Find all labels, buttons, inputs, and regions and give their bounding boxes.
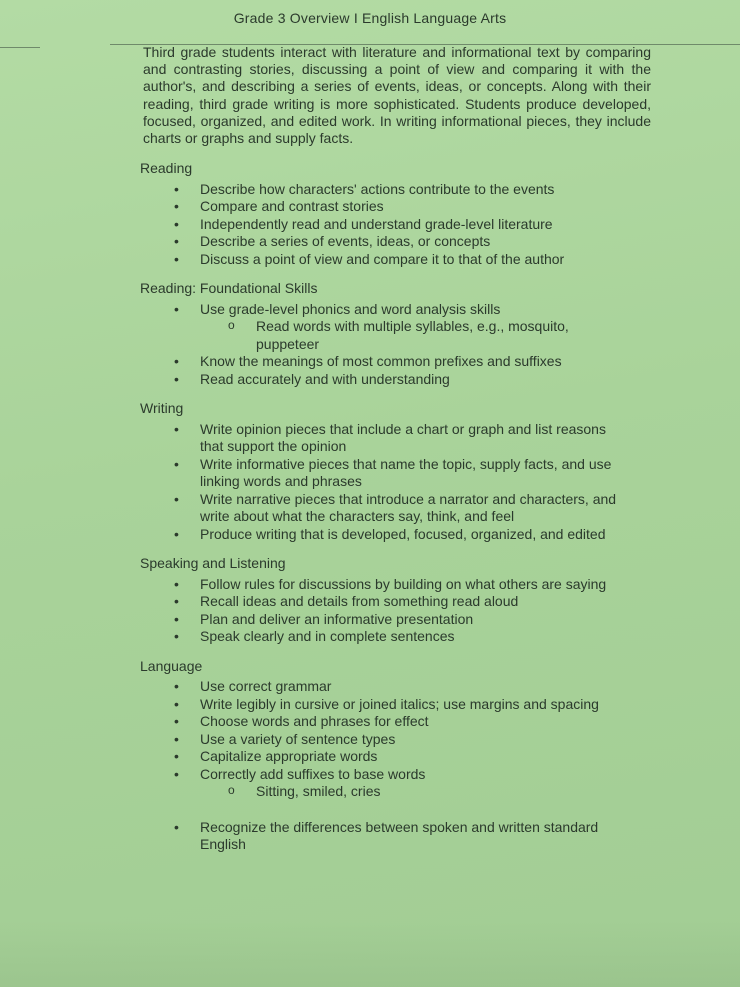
list-item: • Know the meanings of most common prefixes and suffixes	[140, 353, 630, 371]
list-item: • Describe how characters' actions contribute to the events	[140, 181, 630, 199]
list-item: • Write informative pieces that name the topic, supply facts, and use linking words and phrases	[140, 456, 630, 491]
list-item: • Write legibly in cursive or joined italics; use margins and spacing	[140, 696, 630, 714]
bullet-list	[140, 421, 630, 544]
section-reading	[140, 160, 630, 268]
sub-list	[140, 318, 630, 353]
list-item: • Describe a series of events, ideas, or concepts	[140, 233, 630, 251]
list-item: • Recall ideas and details from something read aloud	[140, 593, 630, 611]
list-item	[140, 301, 630, 319]
list-item: • Read accurately and with understanding	[140, 371, 630, 389]
content	[140, 160, 630, 866]
list-item: • Recognize the differences between spoken and written standard English	[140, 819, 630, 854]
list-item: • Follow rules for discussions by building on what others are saying	[140, 576, 630, 594]
list-item-text: Use grade-level phonics and word analysis skills	[200, 300, 501, 317]
list-item: • Write opinion pieces that include a chart or graph and list reasons that support the opinion	[140, 421, 630, 456]
section-heading: Reading	[140, 160, 193, 176]
section-speaking-listening	[140, 555, 630, 646]
list-item: • Produce writing that is developed, focused, organized, and edited	[140, 526, 630, 544]
list-item: • Capitalize appropriate words	[140, 748, 630, 766]
page-title: Grade 3 Overview I English Language Arts	[233, 10, 507, 26]
section-heading: Language	[140, 657, 203, 674]
bullet-list	[140, 576, 630, 646]
divider-left	[0, 47, 40, 48]
sub-list	[140, 783, 630, 801]
bullet-list	[140, 678, 630, 783]
list-item: • Speak clearly and in complete sentences	[140, 628, 630, 646]
list-item: • Plan and deliver an informative presentation	[140, 611, 630, 629]
bullet-list	[140, 181, 630, 269]
list-item: • Correctly add suffixes to base words	[140, 766, 630, 784]
section-language	[140, 658, 630, 854]
bullet-list	[140, 819, 630, 854]
section-heading: Reading: Foundational Skills	[140, 280, 318, 296]
bullet-list	[140, 301, 630, 319]
list-item: • Use correct grammar	[140, 678, 630, 696]
section-writing	[140, 400, 630, 543]
paper-shadow	[0, 920, 740, 987]
list-item: • Discuss a point of view and compare it to that of the author	[140, 251, 630, 269]
section-foundational-skills	[140, 280, 630, 388]
bullet-list	[140, 353, 630, 388]
list-item: • Choose words and phrases for effect	[140, 713, 630, 731]
sub-list-item: o Read words with multiple syllables, e.g., mosquito, puppeteer	[140, 318, 630, 353]
section-heading: Writing	[140, 400, 184, 416]
list-item: • Use a variety of sentence types	[140, 731, 630, 749]
list-item: • Write narrative pieces that introduce a narrator and characters, and write about what the characters say, think, and feel	[140, 491, 630, 526]
spacer	[140, 801, 630, 819]
list-item: • Independently read and understand grade-level literature	[140, 216, 630, 234]
sub-list-item: o Sitting, smiled, cries	[140, 783, 630, 801]
list-item: • Compare and contrast stories	[140, 198, 630, 216]
section-heading: Speaking and Listening	[140, 555, 286, 571]
intro-paragraph: Third grade students interact with literature and informational text by comparing and contrasting stories, discussing a point of view and comparing it with the author's, and describing a series of events, ideas, or concepts. Along with their reading, third grade writing is more sophisticated. Students produce developed, focused, organized, and edited work. In writing informational pieces, they include charts or graphs and supply facts.	[143, 44, 651, 147]
